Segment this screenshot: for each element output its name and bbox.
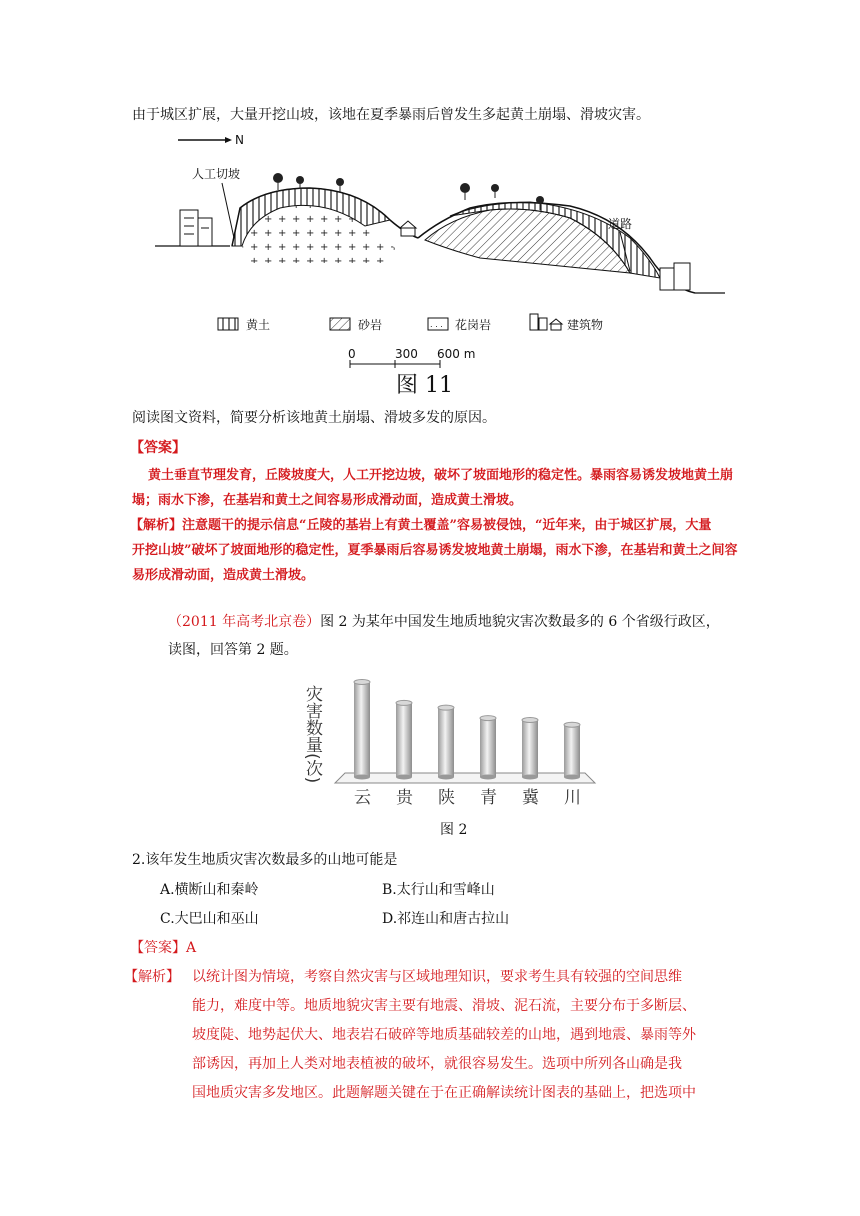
cut-slope-label: 人工切坡 (192, 167, 241, 181)
legend-sandstone: 砂岩 (358, 318, 383, 332)
building-icon (180, 210, 212, 246)
intro-text: 由于城区扩展，大量开挖山坡，该地在夏季暴雨后曾发生多起黄土崩塌、滑坡灾害。 (132, 107, 650, 123)
chart-floor (335, 773, 595, 783)
x-tick-label: 青 (480, 788, 497, 808)
option-a: A.横断山和秦岭 (160, 882, 259, 898)
legend-granite: 花岗岩 (455, 318, 492, 332)
figure-2-caption: 图 2 (440, 822, 468, 838)
svg-text:600 m: 600 m (437, 347, 476, 361)
q2-intro-line-1 (168, 612, 720, 632)
option-b: B.太行山和雪峰山 (382, 882, 495, 898)
x-tick-label: 陕 (438, 788, 455, 808)
analysis-2-tag: 【解析】 (124, 969, 180, 985)
legend (218, 314, 603, 332)
analysis-1-line-2: 开挖山坡”破坏了坡面地形的稳定性，夏季暴雨后容易诱发坡地黄土崩塌，雨水下渗，在基岩和黄土之间容 (132, 543, 738, 558)
north-label: N (235, 133, 244, 147)
bar-川 (564, 722, 580, 779)
figure-2-bar-chart (300, 665, 610, 810)
answer-1-line-2: 塌；雨水下渗，在基岩和黄土之间容易形成滑动面，造成黄土滑坡。 (132, 493, 523, 508)
q2-intro-line-2: 读图，回答第 2 题。 (168, 642, 298, 658)
question-1: 阅读图文资料，简要分析该地黄土崩塌、滑坡多发的原因。 (132, 410, 496, 426)
analysis-2-line: 以统计图为情境，考察自然灾害与区域地理知识，要求考生具有较强的空间思维 (192, 969, 682, 985)
y-axis-label (302, 685, 323, 783)
house-icon (400, 221, 416, 236)
q2-intro-text: 图 2 为某年中国发生地质地貌灾害次数最多的 6 个省级行政区， (320, 614, 720, 630)
svg-text:. . .: . . . (430, 320, 443, 329)
legend-loess: 黄土 (246, 318, 271, 332)
bar-陕 (438, 705, 454, 779)
building-icon (660, 263, 690, 290)
question-2: 2.该年发生地质灾害次数最多的山地可能是 (132, 852, 398, 868)
bar-冀 (522, 718, 538, 780)
answer-2: 【答案】A (130, 940, 197, 956)
analysis-1-line-3: 易形成滑动面，造成黄土滑坡。 (132, 568, 315, 583)
option-c: C.大巴山和巫山 (160, 911, 259, 927)
analysis-2-line: 国地质灾害多发地区。此题解题关键在于在正确解读统计图表的基础上，把选项中 (192, 1085, 696, 1101)
option-d: D.祁连山和唐古拉山 (382, 911, 510, 927)
analysis-1-line-1: 【解析】注意题干的提示信息“丘陵的基岩上有黄土覆盖”容易被侵蚀，“近年来，由于城区扩展，大量 (130, 518, 712, 533)
north-arrow (178, 133, 244, 147)
answer-1-line-1: 黄土垂直节理发育，丘陵坡度大，人工开挖边坡，破坏了坡面地形的稳定性。暴雨容易诱发坡地黄土崩 (148, 468, 734, 483)
svg-text:0: 0 (348, 347, 356, 361)
x-tick-label: 贵 (396, 788, 413, 808)
svg-text:300: 300 (395, 347, 418, 361)
figure-11-terrain-profile (150, 128, 730, 398)
scale-bar (348, 347, 475, 368)
bar-贵 (396, 700, 412, 779)
figure-11-caption: 图 11 (396, 373, 453, 398)
analysis-2-line: 部诱因，再加上人类对地表植被的破坏，就很容易发生。选项中所列各山确是我 (192, 1056, 682, 1072)
q2-source: （2011 年高考北京卷） (168, 614, 321, 630)
analysis-2-line: 能力，难度中等。地质地貌灾害主要有地震、滑坡、泥石流，主要分布于多断层、 (192, 998, 696, 1014)
x-tick-label: 云 (354, 788, 371, 808)
road-label: 道路 (608, 217, 633, 231)
analysis-2-line: 坡度陡、地势起伏大、地表岩石破碎等地质基础较差的山地，遇到地震、暴雨等外 (192, 1027, 696, 1043)
svg-text:灾害数量(次): 灾害数量(次) (302, 685, 322, 784)
answer-tag-1: 【答案】 (130, 440, 186, 456)
bar-青 (480, 716, 496, 780)
x-tick-label: 冀 (522, 788, 539, 808)
bar-云 (354, 680, 370, 780)
legend-building: 建筑物 (567, 318, 604, 332)
x-tick-label: 川 (564, 788, 581, 808)
